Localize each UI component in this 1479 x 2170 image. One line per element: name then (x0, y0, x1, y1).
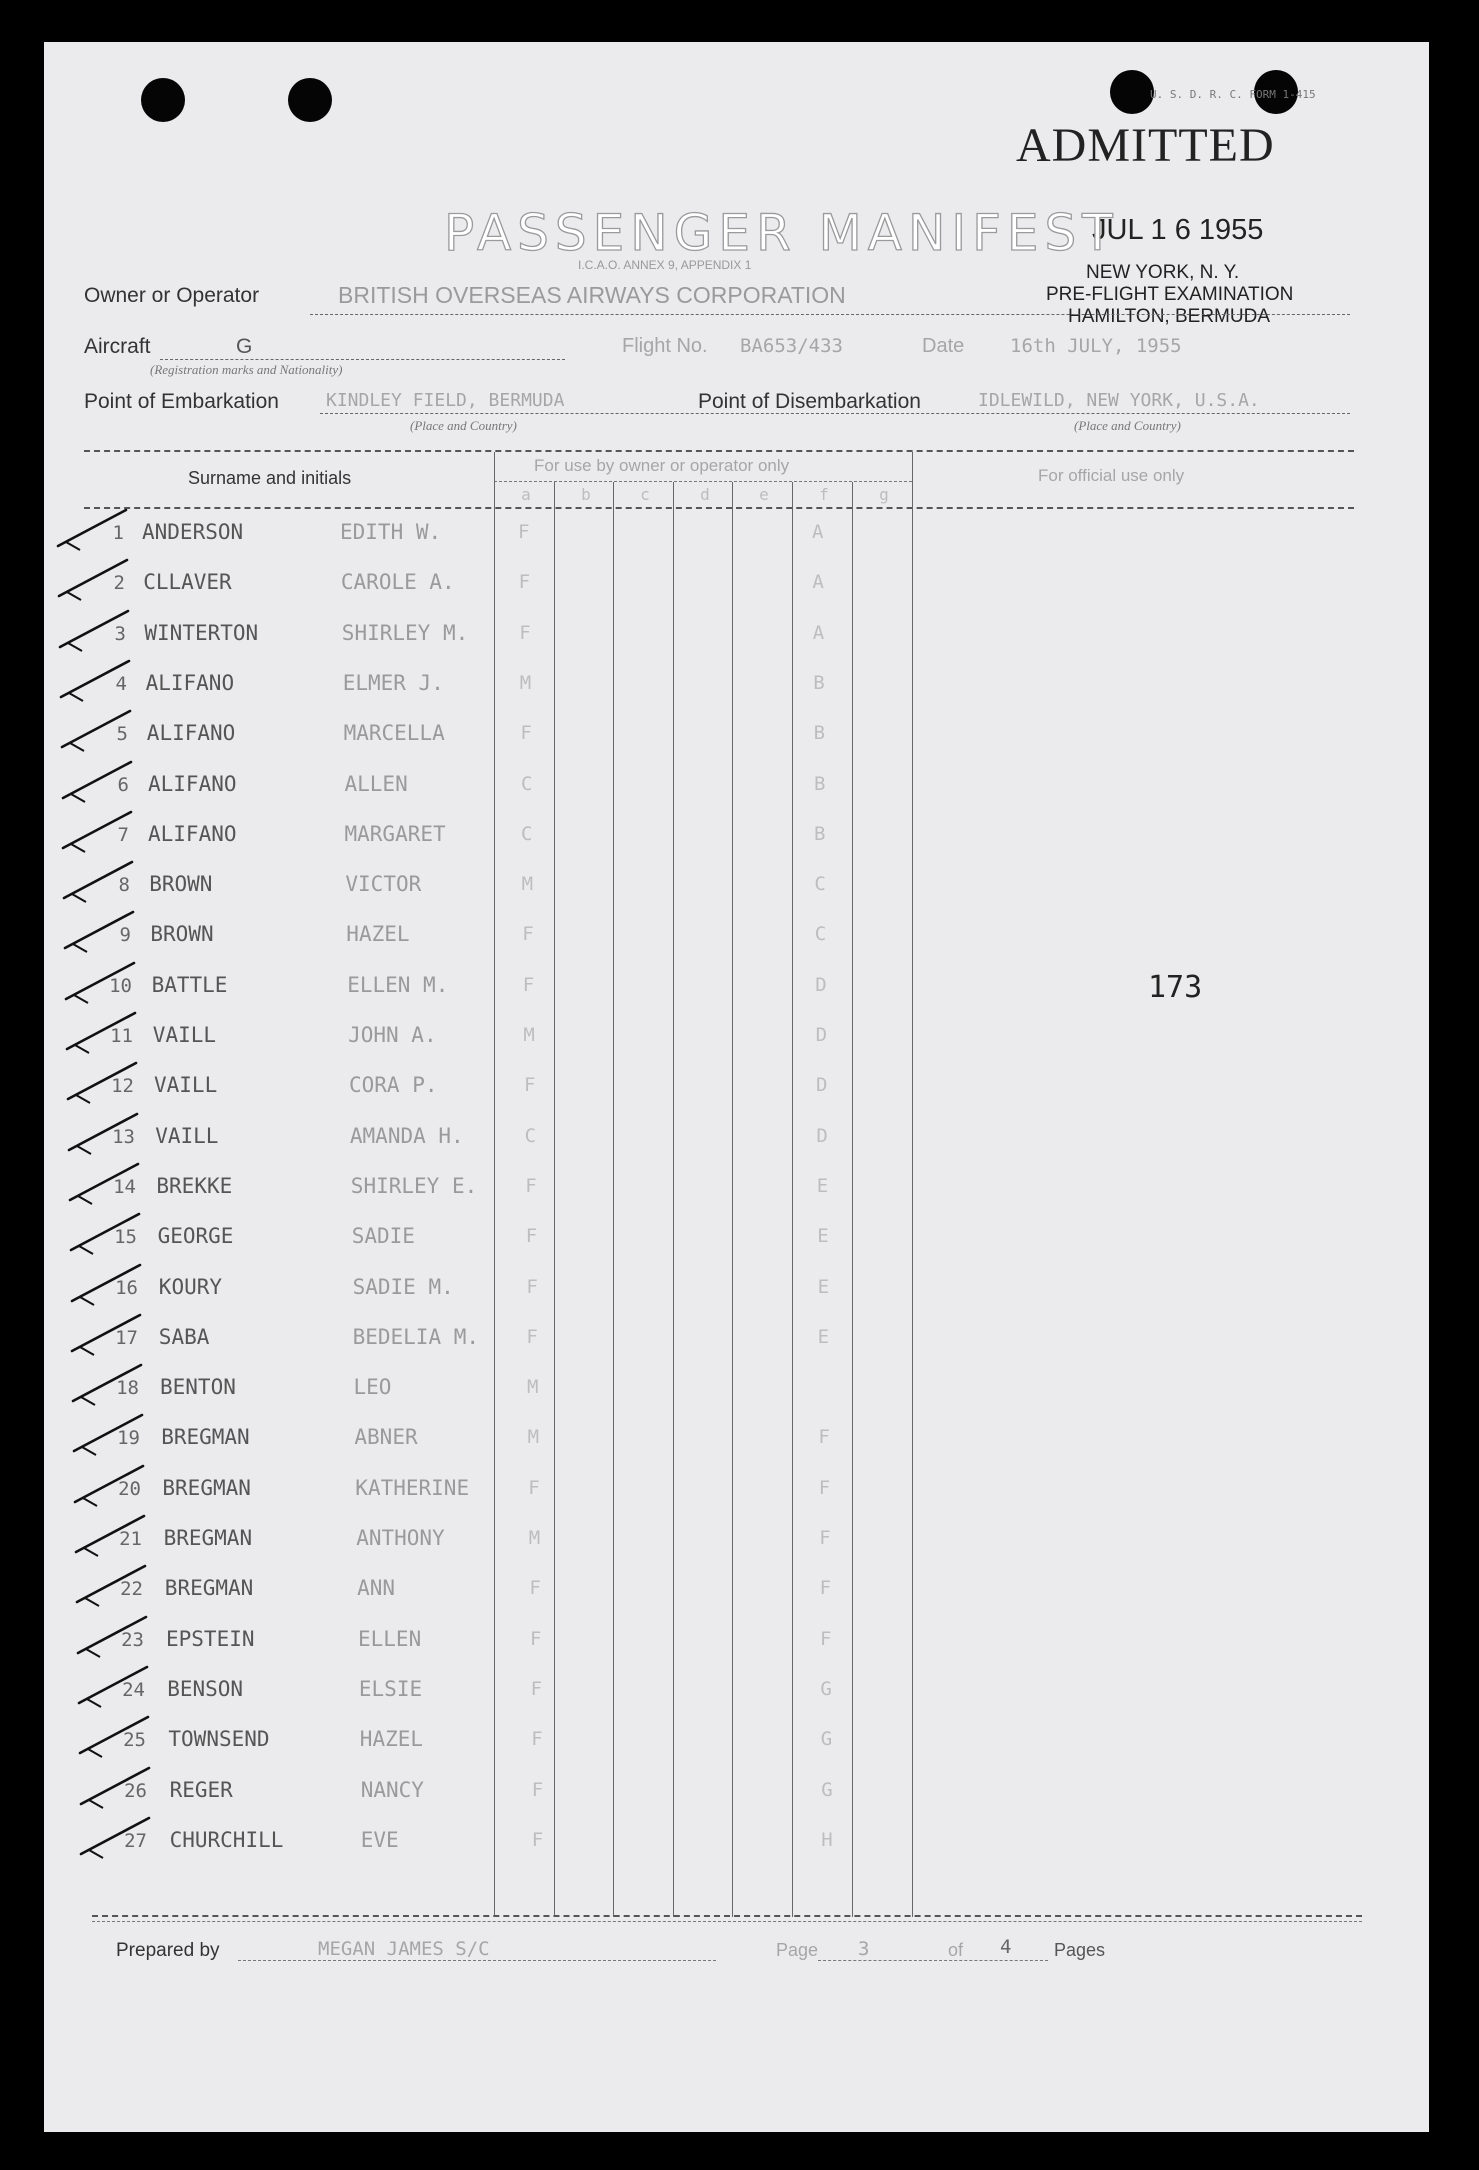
checkmark-icon (63, 1558, 163, 1598)
row-number: 15 (114, 1226, 137, 1248)
row-number: 12 (111, 1075, 134, 1097)
table-row (0, 568, 1479, 608)
of-label: of (948, 1940, 964, 1960)
code-cell: B (814, 773, 826, 795)
table-row (0, 1675, 1479, 1715)
prepared-label: Prepared by (116, 1940, 220, 1961)
stamp-date: JUL 1 6 1955 (1092, 214, 1264, 246)
row-number: 25 (123, 1729, 146, 1751)
row-number: 4 (115, 673, 127, 695)
checkmark-icon (51, 904, 151, 944)
given-name-cell: EVE (360, 1828, 399, 1852)
row-number: 2 (113, 572, 125, 594)
checkmark-icon (65, 1659, 165, 1699)
disembarkation-note: (Place and Country) (1074, 418, 1181, 433)
sex-cell: C (524, 1125, 537, 1147)
table-row (0, 518, 1479, 558)
code-cell: G (820, 1678, 832, 1700)
checkmark-icon (55, 1106, 155, 1146)
code-cell: C (814, 873, 826, 895)
owner-value: BRITISH OVERSEAS AIRWAYS CORPORATION (338, 282, 846, 308)
table-row (0, 719, 1479, 759)
surname-cell: BREGMAN (163, 1526, 253, 1550)
table-row (0, 1323, 1479, 1363)
surname-cell: BROWN (150, 922, 214, 946)
table-bottom-rule-2 (92, 1921, 1362, 1922)
table-row (0, 1826, 1479, 1866)
given-name-cell: HAZEL (359, 1727, 424, 1751)
code-cell: B (814, 823, 826, 845)
sex-cell: F (518, 571, 531, 593)
table-row (0, 1776, 1479, 1816)
checkmark-icon (45, 552, 145, 592)
official-number: 173 (1148, 970, 1203, 1005)
table-row (0, 669, 1479, 709)
subcolumn-header: g (879, 485, 889, 504)
surname-cell: BREGMAN (162, 1476, 251, 1500)
row-number: 7 (117, 824, 129, 846)
row-number: 19 (117, 1427, 140, 1449)
owner-use-header: For use by owner or operator only (534, 456, 790, 475)
row-number: 3 (114, 623, 126, 645)
code-cell: G (820, 1728, 833, 1750)
surname-cell: BENSON (167, 1677, 244, 1701)
row-number: 26 (124, 1780, 147, 1802)
checkmark-icon (46, 603, 146, 643)
form-number: U. S. D. R. C. FORM 1-415 (1150, 88, 1316, 101)
sex-cell: F (522, 923, 534, 945)
table-top-rule (84, 450, 1354, 452)
code-cell: A (812, 521, 824, 543)
flight-value: BA653/433 (740, 335, 843, 357)
row-number: 11 (110, 1025, 133, 1047)
embarkation-note: (Place and Country) (410, 418, 517, 433)
table-row (0, 870, 1479, 910)
punch-hole-icon (288, 78, 332, 122)
given-name-cell: SHIRLEY M. (341, 621, 469, 645)
sex-cell: F (525, 1175, 537, 1197)
sex-cell: F (530, 1678, 543, 1700)
prepared-underline (238, 1960, 716, 1961)
page-label: Page (776, 1940, 819, 1960)
surname-cell: CHURCHILL (169, 1828, 284, 1852)
given-name-cell: ELLEN M. (347, 973, 449, 997)
checkmark-icon (59, 1357, 159, 1397)
aircraft-note: (Registration marks and Nationality) (150, 362, 343, 377)
row-number: 27 (124, 1830, 147, 1852)
surname-cell: BATTLE (151, 973, 228, 997)
owner-underline (310, 314, 1350, 315)
sex-cell: F (526, 1276, 538, 1298)
code-cell: A (812, 571, 824, 593)
table-row (0, 1172, 1479, 1212)
surname-cell: ALIFANO (146, 721, 236, 745)
table-row (0, 1725, 1479, 1765)
pages-label: Pages (1054, 1940, 1106, 1960)
code-cell: D (815, 1024, 828, 1046)
sex-cell: F (522, 974, 535, 996)
code-cell: D (816, 1074, 828, 1096)
surname-cell: WINTERTON (144, 621, 259, 645)
subheader-rule (494, 481, 912, 482)
table-row (0, 1273, 1479, 1313)
row-number: 23 (121, 1629, 144, 1651)
given-name-cell: JOHN A. (348, 1023, 437, 1047)
row-number: 5 (116, 723, 128, 745)
row-number: 22 (120, 1578, 143, 1600)
disembarkation-value: IDLEWILD, NEW YORK, U.S.A. (978, 390, 1260, 411)
row-number: 1 (112, 522, 124, 544)
given-name-cell: ALLEN (344, 772, 408, 796)
subcolumn-header: a (521, 485, 531, 504)
checkmark-icon (47, 653, 147, 693)
code-cell: B (813, 672, 825, 694)
date-value: 16th JULY, 1955 (1010, 335, 1182, 357)
sex-cell: M (521, 873, 534, 895)
checkmark-icon (58, 1307, 158, 1347)
given-name-cell: ANTHONY (356, 1526, 445, 1550)
table-row (0, 1524, 1479, 1564)
surname-cell: KOURY (158, 1275, 223, 1299)
given-name-cell: CAROLE A. (340, 570, 455, 594)
code-cell: E (817, 1326, 830, 1348)
given-name-cell: SHIRLEY E. (350, 1174, 478, 1198)
given-name-cell: CORA P. (349, 1073, 438, 1097)
date-label: Date (922, 335, 965, 357)
checkmark-icon (56, 1156, 156, 1196)
code-cell: A (812, 622, 825, 644)
sex-cell: F (531, 1779, 544, 1801)
surname-cell: SABA (158, 1325, 210, 1349)
embarkation-label: Point of Embarkation (84, 390, 279, 413)
checkmark-icon (67, 1810, 167, 1850)
surname-cell: ANDERSON (142, 520, 244, 544)
checkmark-icon (61, 1458, 161, 1498)
table-row (0, 1373, 1479, 1413)
given-name-cell: SADIE M. (352, 1275, 454, 1299)
surname-cell: ALIFANO (148, 772, 237, 796)
checkmark-icon (66, 1709, 166, 1749)
surname-cell: GEORGE (157, 1224, 234, 1248)
sex-cell: F (530, 1628, 542, 1650)
sex-cell: C (521, 773, 533, 795)
row-number: 6 (117, 774, 129, 796)
surname-cell: BROWN (149, 872, 213, 896)
sex-cell: F (525, 1225, 538, 1247)
checkmark-icon (53, 1005, 153, 1045)
checkmark-icon (64, 1609, 164, 1649)
surname-cell: CLLAVER (143, 570, 232, 594)
surname-cell: VAILL (152, 1023, 217, 1047)
table-bottom-rule (92, 1915, 1362, 1917)
stamp-place: HAMILTON, BERMUDA (1068, 306, 1270, 327)
row-number: 13 (112, 1126, 135, 1148)
code-cell: E (817, 1276, 830, 1298)
table-row (0, 1222, 1479, 1262)
sex-cell: F (529, 1577, 541, 1599)
checkmark-icon (67, 1760, 167, 1800)
given-name-cell: BEDELIA M. (352, 1325, 480, 1349)
given-name-cell: AMANDA H. (349, 1124, 464, 1148)
table-row (0, 920, 1479, 960)
table-row (0, 1423, 1479, 1463)
checkmark-icon (49, 804, 149, 844)
checkmark-icon (48, 703, 148, 743)
official-use-header: For official use only (1038, 466, 1185, 485)
given-name-cell: VICTOR (345, 872, 422, 896)
code-cell: F (819, 1527, 831, 1549)
given-name-cell: EDITH W. (340, 520, 442, 544)
page-value: 3 (858, 1938, 870, 1960)
given-name-cell: KATHERINE (355, 1476, 470, 1500)
row-number: 17 (115, 1327, 138, 1349)
sex-cell: F (520, 722, 532, 744)
sex-cell: M (527, 1376, 539, 1398)
surname-cell: VAILL (154, 1073, 218, 1097)
surname-cell: TOWNSEND (168, 1727, 270, 1751)
code-cell: D (816, 1125, 828, 1147)
page-subtitle: I.C.A.O. ANNEX 9, APPENDIX 1 (578, 258, 752, 272)
sex-cell: F (531, 1728, 543, 1750)
code-cell: E (816, 1175, 829, 1197)
sex-cell: M (523, 1024, 535, 1046)
code-cell: H (821, 1829, 833, 1851)
stamp-location: NEW YORK, N. Y. (1086, 262, 1240, 283)
checkmark-icon (57, 1206, 157, 1246)
prepared-value: MEGAN JAMES S/C (318, 1938, 490, 1960)
sex-cell: M (527, 1426, 540, 1448)
subcolumn-header: d (700, 485, 710, 504)
flight-label: Flight No. (622, 335, 708, 357)
row-number: 16 (115, 1277, 138, 1299)
checkmark-icon (62, 1508, 162, 1548)
sex-cell: F (518, 521, 530, 543)
code-cell: F (819, 1577, 832, 1599)
code-cell: E (817, 1225, 829, 1247)
disembarkation-label: Point of Disembarkation (698, 390, 921, 413)
of-value: 4 (1000, 1936, 1012, 1958)
surname-cell: BREGMAN (161, 1425, 250, 1449)
stamp-examination: PRE-FLIGHT EXAMINATION (1046, 284, 1294, 305)
surname-cell: ALIFANO (148, 822, 237, 846)
sex-cell: F (528, 1477, 540, 1499)
table-row (0, 1071, 1479, 1111)
sex-cell: F (524, 1074, 536, 1096)
sex-cell: F (531, 1829, 544, 1851)
table-row (0, 1625, 1479, 1665)
sex-cell: M (519, 672, 532, 694)
subcolumn-header: f (819, 485, 829, 504)
surname-cell: EPSTEIN (166, 1627, 255, 1651)
sex-cell: C (521, 823, 533, 845)
row-number: 10 (109, 975, 132, 997)
surname-cell: VAILL (155, 1124, 219, 1148)
code-cell: G (821, 1779, 833, 1801)
row-number: 18 (116, 1377, 139, 1399)
punch-hole-icon (141, 78, 185, 122)
checkmark-icon (60, 1407, 160, 1447)
surname-cell: ALIFANO (145, 671, 235, 695)
row-number: 24 (122, 1679, 145, 1701)
row-number: 20 (118, 1478, 141, 1500)
given-name-cell: ELLEN (358, 1627, 422, 1651)
table-row (0, 1474, 1479, 1514)
table-header-rule (84, 507, 1354, 509)
row-number: 8 (118, 874, 130, 896)
surname-cell: REGER (169, 1778, 233, 1802)
given-name-cell: ELSIE (358, 1677, 423, 1701)
sex-cell: F (526, 1326, 538, 1348)
subcolumn-header: b (581, 485, 591, 504)
table-row (0, 1122, 1479, 1162)
embarkation-value: KINDLEY FIELD, BERMUDA (326, 390, 565, 411)
row-number: 9 (119, 924, 131, 946)
given-name-cell: NANCY (360, 1778, 424, 1802)
table-row (0, 619, 1479, 659)
table-row (0, 1021, 1479, 1061)
aircraft-value: G (236, 335, 253, 358)
subcolumn-header: c (640, 485, 650, 504)
given-name-cell: ABNER (354, 1425, 418, 1449)
given-name-cell: MARGARET (344, 822, 446, 846)
owner-label: Owner or Operator (84, 284, 260, 307)
given-name-cell: LEO (353, 1375, 392, 1399)
surname-cell: BENTON (160, 1375, 236, 1399)
page-underline (818, 1960, 1048, 1961)
surname-cell: BREKKE (156, 1174, 233, 1198)
checkmark-icon (44, 502, 144, 542)
code-cell: F (818, 1426, 830, 1448)
checkmark-icon (52, 955, 152, 995)
admitted-stamp: ADMITTED (1016, 119, 1275, 172)
row-number: 21 (119, 1528, 142, 1550)
embarkation-underline (320, 413, 1350, 414)
code-cell: C (814, 923, 827, 945)
aircraft-underline (160, 359, 565, 360)
row-number: 14 (113, 1176, 136, 1198)
code-cell: B (813, 722, 826, 744)
sex-cell: M (528, 1527, 541, 1549)
given-name-cell: ELMER J. (342, 671, 444, 695)
subcolumn-header: e (759, 485, 769, 504)
surname-cell: BREGMAN (164, 1576, 254, 1600)
checkmark-icon (58, 1257, 158, 1297)
given-name-cell: SADIE (351, 1224, 415, 1248)
table-row (0, 820, 1479, 860)
aircraft-label: Aircraft (84, 335, 151, 358)
page-title: PASSENGER MANIFEST (444, 204, 1119, 262)
table-row (0, 1574, 1479, 1614)
code-cell: F (820, 1628, 832, 1650)
code-cell: F (818, 1477, 831, 1499)
checkmark-icon (54, 1055, 154, 1095)
checkmark-icon (50, 854, 150, 894)
given-name-cell: HAZEL (346, 922, 410, 946)
punch-hole-icon (1110, 70, 1154, 114)
sex-cell: F (519, 622, 531, 644)
table-row (0, 770, 1479, 810)
given-name-cell: ANN (357, 1576, 396, 1600)
given-name-cell: MARCELLA (343, 721, 445, 745)
table-row (0, 971, 1479, 1011)
surname-header: Surname and initials (188, 468, 352, 488)
checkmark-icon (49, 754, 149, 794)
code-cell: D (815, 974, 827, 996)
